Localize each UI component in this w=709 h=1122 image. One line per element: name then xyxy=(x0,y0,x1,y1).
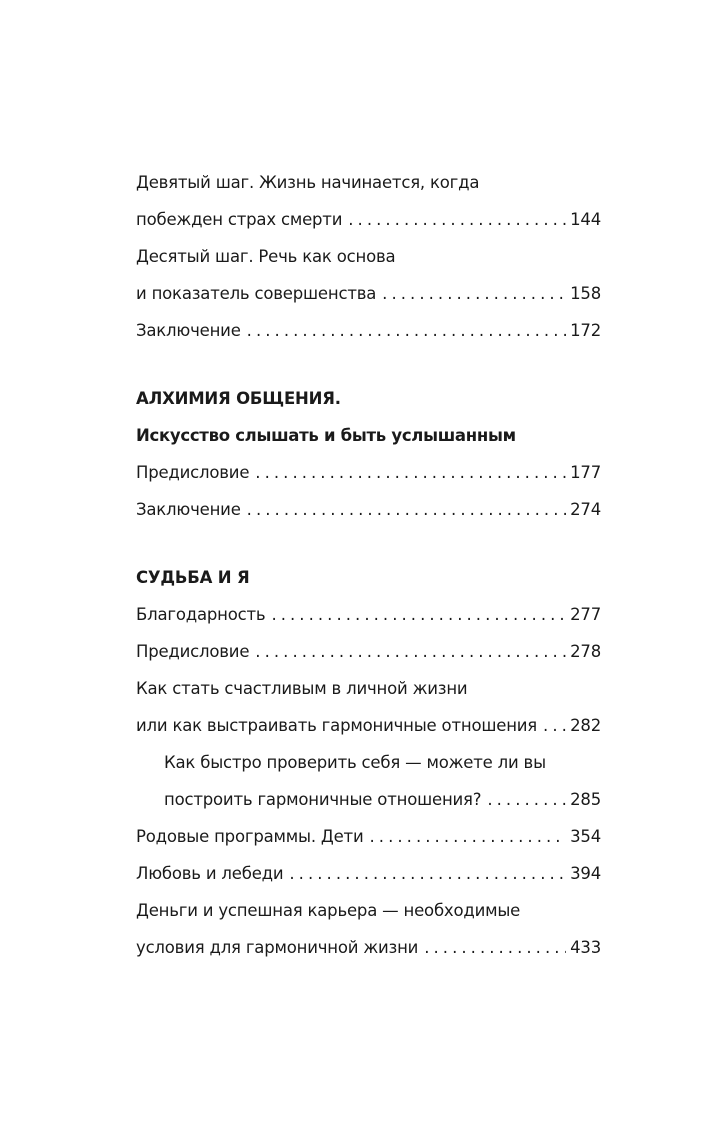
toc-group-2 xyxy=(136,380,601,528)
dot-leader xyxy=(247,312,566,349)
dot-leader xyxy=(255,454,566,491)
toc-entry-text: Любовь и лебеди xyxy=(136,864,284,883)
toc-group-1 xyxy=(136,164,601,349)
dot-leader xyxy=(487,781,566,818)
toc-entry-last-line xyxy=(136,707,601,744)
toc-entry-last-line xyxy=(136,275,601,312)
toc-entry-text: и показатель совершенства xyxy=(136,284,377,303)
toc-entry-last-line xyxy=(164,781,601,818)
toc-entry-line: Девятый шаг. Жизнь начинается, когда xyxy=(136,173,480,192)
toc-entry-text: Родовые программы. Дети xyxy=(136,827,364,846)
toc-entry-last-line xyxy=(136,855,601,892)
toc-entry[interactable] xyxy=(136,670,601,744)
toc-page-number: 285 xyxy=(570,790,601,809)
toc-entry[interactable] xyxy=(136,491,601,528)
toc-entry-last-line xyxy=(136,312,601,349)
toc-page-number: 158 xyxy=(570,284,601,303)
toc-entry-last-line xyxy=(136,929,601,966)
toc-group-3 xyxy=(136,559,601,966)
toc-entry-text: Предисловие xyxy=(136,463,250,482)
dot-leader xyxy=(247,491,566,528)
toc-entry-last-line xyxy=(136,596,601,633)
toc-entry[interactable] xyxy=(136,596,601,633)
dot-leader xyxy=(543,707,566,744)
toc-entry-text: Предисловие xyxy=(136,642,250,661)
toc-entry-line: Как быстро проверить себя — можете ли вы xyxy=(164,753,546,772)
toc-entry-text: Заключение xyxy=(136,500,241,519)
toc-entry-last-line xyxy=(136,454,601,491)
toc-entry-last-line xyxy=(136,201,601,238)
toc-entry[interactable] xyxy=(136,633,601,670)
toc-page-number: 274 xyxy=(570,500,601,519)
toc-page-number: 172 xyxy=(570,321,601,340)
toc-page-number: 177 xyxy=(570,463,601,482)
toc-entry[interactable] xyxy=(136,312,601,349)
dot-leader xyxy=(424,929,566,966)
toc-page-number: 394 xyxy=(570,864,601,883)
toc-entry-line: Десятый шаг. Речь как основа xyxy=(136,247,396,266)
dot-leader xyxy=(348,201,566,238)
toc-entry[interactable] xyxy=(136,855,601,892)
toc-page-number: 433 xyxy=(570,938,601,957)
toc-entry-text: Заключение xyxy=(136,321,241,340)
toc-page-number: 144 xyxy=(570,210,601,229)
toc-entry-text: Благодарность xyxy=(136,605,266,624)
dot-leader xyxy=(255,633,566,670)
toc-entry[interactable] xyxy=(136,818,601,855)
toc-entry[interactable] xyxy=(136,892,601,966)
toc-entry-text: побежден страх смерти xyxy=(136,210,343,229)
dot-leader xyxy=(382,275,566,312)
section-title: СУДЬБА И Я xyxy=(136,568,250,587)
dot-leader xyxy=(289,855,566,892)
toc-page-number: 282 xyxy=(570,716,601,735)
toc-page-number: 354 xyxy=(570,827,601,846)
section-title: АЛХИМИЯ ОБЩЕНИЯ. xyxy=(136,389,341,408)
toc-page-number: 278 xyxy=(570,642,601,661)
toc-entry-last-line xyxy=(136,633,601,670)
dot-leader xyxy=(271,596,566,633)
toc-entry-text: или как выстраивать гармоничные отношения xyxy=(136,716,538,735)
toc-entry-text: построить гармоничные отношения? xyxy=(164,790,482,809)
toc-entry-text: условия для гармоничной жизни xyxy=(136,938,419,957)
toc-entry-line: Как стать счастливым в личной жизни xyxy=(136,679,468,698)
section-subtitle: Искусство слышать и быть услышанным xyxy=(136,426,516,445)
toc-subentry[interactable] xyxy=(136,744,601,818)
table-of-contents xyxy=(136,164,601,966)
toc-entry-line: Деньги и успешная карьера — необходимые xyxy=(136,901,521,920)
toc-page-number: 277 xyxy=(570,605,601,624)
toc-entry[interactable] xyxy=(136,238,601,312)
toc-entry-last-line xyxy=(136,818,601,855)
toc-entry[interactable] xyxy=(136,164,601,238)
toc-entry-last-line xyxy=(136,491,601,528)
dot-leader xyxy=(370,818,567,855)
toc-entry[interactable] xyxy=(136,454,601,491)
